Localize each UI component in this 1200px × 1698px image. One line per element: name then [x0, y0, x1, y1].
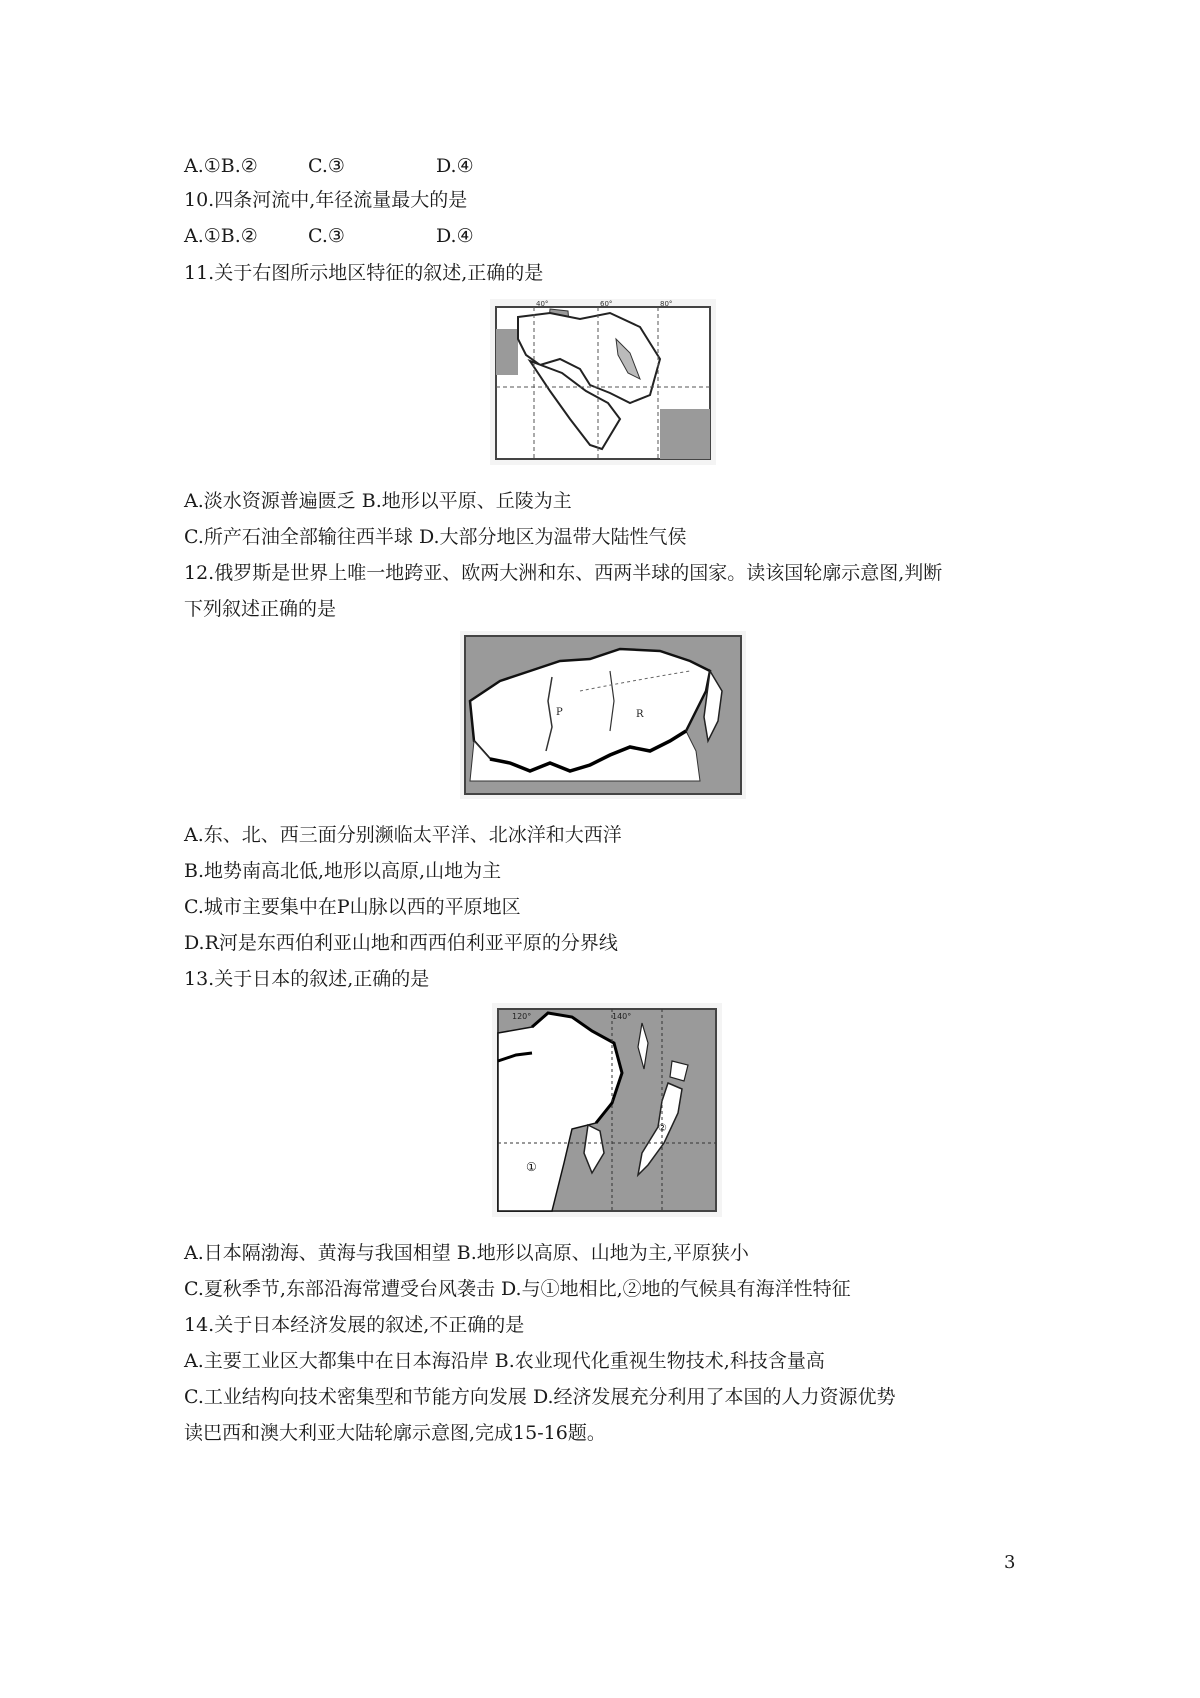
q9-option-d: D.④	[436, 155, 474, 177]
russia-map	[460, 631, 746, 799]
q10-stem: 10.四条河流中,年径流量最大的是	[184, 189, 468, 211]
map-label-circle1: ①	[526, 1160, 537, 1174]
q11-stem: 11.关于右图所示地区特征的叙述,正确的是	[184, 262, 544, 284]
japan-map	[492, 1003, 722, 1217]
q14-stem: 14.关于日本经济发展的叙述,不正确的是	[184, 1314, 525, 1336]
q10-option-ab: A.①B.②	[184, 225, 258, 247]
map-label-lon60: 60°	[600, 300, 613, 308]
q14-options-line1: A.主要工业区大都集中在日本海沿岸 B.农业现代化重视生物技术,科技含量高	[184, 1350, 825, 1372]
q10-option-c: C.③	[308, 225, 345, 247]
map-label-r: R	[636, 709, 644, 720]
q12-option-a: A.东、北、西三面分别濒临太平洋、北冰洋和大西洋	[184, 824, 622, 846]
q10-options	[184, 223, 474, 249]
page-number: 3	[1004, 1552, 1016, 1573]
q13-stem: 13.关于日本的叙述,正确的是	[184, 968, 430, 990]
q11-options-line1: A.淡水资源普遍匮乏 B.地形以平原、丘陵为主	[184, 490, 572, 512]
map-label-lon80: 80°	[660, 300, 673, 308]
middle-east-map	[490, 299, 716, 465]
q9-option-ab: A.①B.②	[184, 155, 258, 177]
map-label-circle2: ②	[658, 1123, 667, 1134]
q12-option-b: B.地势南高北低,地形以高原,山地为主	[184, 860, 502, 882]
q10-option-d: D.④	[436, 225, 474, 247]
q12-option-d: D.R河是东西伯利亚山地和西西伯利亚平原的分界线	[184, 932, 618, 954]
map-label-lon40: 40°	[536, 300, 549, 308]
q13-options-line1: A.日本隔渤海、黄海与我国相望 B.地形以高原、山地为主,平原狭小	[184, 1242, 749, 1264]
q12-stem-line1: 12.俄罗斯是世界上唯一地跨亚、欧两大洲和东、西两半球的国家。读该国轮廓示意图,判断	[184, 562, 943, 584]
q9-option-c: C.③	[308, 155, 345, 177]
q15-16-intro: 读巴西和澳大利亚大陆轮廓示意图,完成15-16题。	[184, 1422, 606, 1444]
q13-options-line2: C.夏秋季节,东部沿海常遭受台风袭击 D.与①地相比,②地的气候具有海洋性特征	[184, 1278, 851, 1300]
map-label-p: P	[556, 707, 563, 718]
map-label-lon120: 120°	[512, 1012, 532, 1021]
q14-options-line2: C.工业结构向技术密集型和节能方向发展 D.经济发展充分利用了本国的人力资源优势	[184, 1386, 896, 1408]
q9-options	[184, 153, 474, 179]
map-label-lon140: 140°	[612, 1012, 632, 1021]
q12-option-c: C.城市主要集中在P山脉以西的平原地区	[184, 896, 521, 918]
q12-stem-line2: 下列叙述正确的是	[184, 598, 337, 620]
q11-options-line2: C.所产石油全部输往西半球 D.大部分地区为温带大陆性气侯	[184, 526, 687, 548]
